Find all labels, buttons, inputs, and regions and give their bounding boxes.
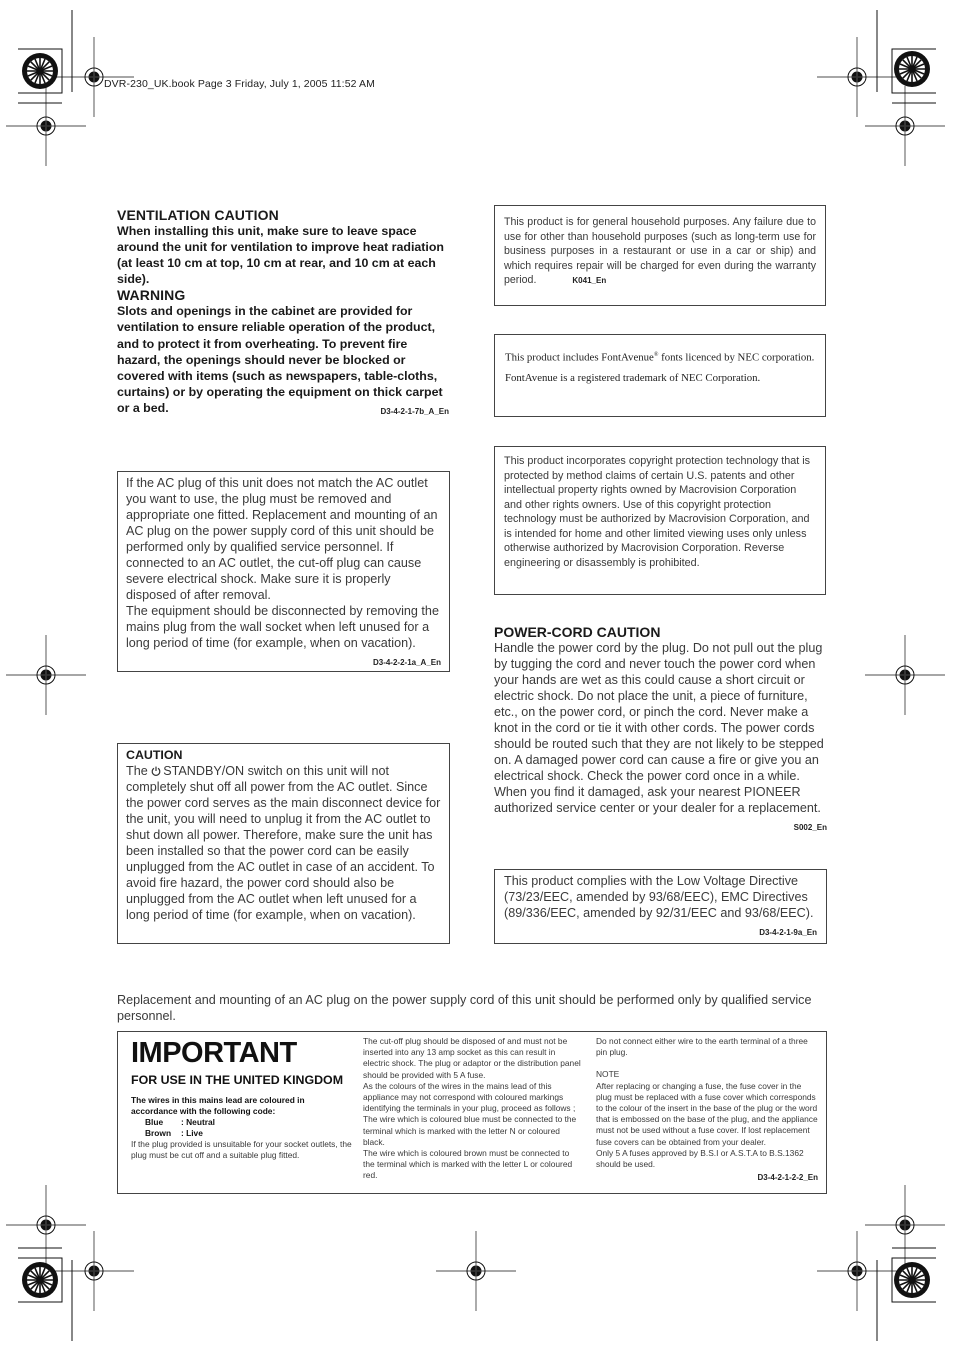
- fuse-cover-text: After replacing or changing a fuse, the fuse cover in the plug must be replaced with a fuse cover which corresponds to the colour of the insert in the base of the plug or the word that is embossed on the base of the plug, and the appliance must not be used without a fuse cover. If lost replacement fuse covers can be obtained from your dealer.: [596, 1080, 818, 1147]
- power-cord-body: Handle the power cord by the plug. Do not pull out the plug by tugging the cord and never touch the power cord when your hands are wet as this could cause a short circuit or electric shock. Do not place the unit, a piece of furniture, etc., on the power cord, or pinch the cord. Never make a knot in the cord or tie it with other cords. The power cords should be routed such that they are not likely to be stepped on. A damaged power cord can cause a fire or give you an electrical shock. Check the power cord once in a while. When you find it damaged, ask your nearest PIONEER authorized service center or your dealer for a replacement.: [494, 641, 824, 815]
- household-text: [504, 215, 816, 289]
- wire-brown-label: Brown: [145, 1127, 172, 1138]
- wire-blue: [131, 1117, 353, 1128]
- ac-plug-disconnect: [126, 603, 441, 667]
- caution-heading: CAUTION: [126, 748, 183, 762]
- brown-wire-text: The wire which is coloured brown must be connected to the terminal which is marked with the letter L or coloured red.: [363, 1148, 573, 1181]
- fuse-approval-text: Only 5 A fuses approved by B.S.I or A.S.T.A to B.S.1362 should be used.: [596, 1147, 804, 1170]
- wire-brown: [131, 1128, 353, 1139]
- important-uk-box: [117, 1031, 827, 1194]
- ac-plug-notice: [117, 471, 450, 672]
- unsuitable-plug-text: If the plug provided is unsuitable for your socket outlets, the plug must be cut off and a suitable plug fitted.: [131, 1138, 352, 1160]
- warning-body: Slots and openings in the cabinet are provided for ventilation to ensure reliable operation of the product, and to protect it from overheating. To prevent fire hazard, the openings should never be blocked or covered with items (such as newspapers, table-cloths, curtains) or by operating the equipment on thick carpet or a bed.: [117, 304, 443, 415]
- ventilation-section: [117, 207, 449, 420]
- macrovision-notice: [494, 446, 826, 595]
- wires-intro: The wires in this mains lead are coloured in accordance with the following code:: [131, 1094, 305, 1116]
- caution-text: [126, 763, 441, 923]
- wire-colours-text: As the colours of the wires in the mains lead of this appliance may not correspond with coloured markings identifying the terminals in your plug, proceed as follows ;: [363, 1080, 576, 1114]
- blue-wire-text: The wire which is coloured blue must be connected to the terminal which is marked with the letter N or coloured black.: [363, 1114, 577, 1147]
- important-subtitle: FOR USE IN THE UNITED KINGDOM: [131, 1073, 344, 1087]
- power-cord-code: S002_En: [793, 823, 827, 832]
- note-label: NOTE: [596, 1069, 620, 1080]
- lvd-notice: [494, 869, 827, 944]
- caution-text-pre: The: [126, 764, 148, 778]
- lvd-code: D3-4-2-1-9a_En: [759, 928, 817, 937]
- standby-power-icon: [151, 766, 161, 776]
- ac-plug-code: D3-4-2-2-1a_A_En: [372, 658, 441, 667]
- fontavenue-post: fonts licenced by NEC corporation. FontAvenue is a registered trademark of NEC Corporation.: [505, 351, 815, 385]
- power-cord-heading: POWER-CORD CAUTION: [494, 624, 661, 640]
- caution-body: STANDBY/ON switch on this unit will not completely shut off all power from the AC outlet. Since the power cord serves as the main disconnect device for the unit, you will need to unplug it from the AC outlet to shut down all power. Therefore, make sure the unit has been installed so that the power cord can be easily unplugged from the AC outlet in case of an accident. To avoid fire hazard, the power cord should also be unplugged from the AC outlet when left unused for a long period of time (for example, when on vacation).: [126, 764, 441, 922]
- lvd-body: This product complies with the Low Voltage Directive (73/23/EEC, amended by 93/68/EEC), EMC Directives (89/336/EEC, amended by 92/31/EEC and 93/68/EEC).: [504, 874, 814, 920]
- replacement-note: Replacement and mounting of an AC plug on the power supply cord of this unit should be performed only by qualified service personnel.: [117, 993, 812, 1023]
- ac-plug-disconnect-text: The equipment should be disconnected by removing the mains plug from the wall socket when left unused for a long period of time (for example, when on vacation).: [126, 604, 439, 650]
- ventilation-code: D3-4-2-1-7b_A_En: [380, 406, 449, 416]
- print-header: DVR-230_UK.book Page 3 Friday, July 1, 2005 11:52 AM: [104, 78, 375, 90]
- household-notice: [494, 205, 826, 306]
- wire-blue-label: Blue: [145, 1116, 164, 1127]
- ac-plug-text: If the AC plug of this unit does not match the AC outlet you want to use, the plug must be removed and appropriate one fitted. Replacement and mounting of an AC plug on the power supply cord of this unit should be performed only by qualified service personnel. If connected to an AC outlet, the cut-off plug can cause severe electrical shock. Make sure it is properly disposed of after removal.: [126, 476, 438, 602]
- household-code: K041_En: [572, 276, 607, 285]
- warning-heading: WARNING: [117, 287, 186, 304]
- lvd-text: [504, 873, 817, 937]
- power-cord-section: [494, 624, 827, 836]
- important-column-1: [131, 1036, 353, 1161]
- important-title: IMPORTANT: [131, 1037, 297, 1069]
- wire-blue-value: : Neutral: [181, 1116, 215, 1127]
- household-body: This product is for general household purposes. Any failure due to use for other than household purposes (such as long-term use for business purposes in a restaurant or use in a car or ship) and which requires repair will be charged for even during the warranty period.: [504, 216, 816, 286]
- cutoff-plug-text: The cut-off plug should be disposed of and must not be inserted into any 13 amp socket as this can result in electric shock. The plug or adaptor or the distribution panel should be provided with 5 A fuse.: [363, 1036, 581, 1080]
- power-cord-text: [494, 640, 827, 832]
- earth-terminal-text: Do not connect either wire to the earth terminal of a three pin plug.: [596, 1036, 808, 1058]
- wire-brown-value: : Live: [181, 1127, 203, 1138]
- registered-mark: ®: [653, 352, 659, 358]
- ventilation-heading: VENTILATION CAUTION: [117, 207, 279, 223]
- important-column-3: [596, 1036, 818, 1183]
- ventilation-text: When installing this unit, make sure to leave space around the unit for ventilation to improve heat radiation (at least 10 cm at top, 10 cm at rear, and 10 cm at each side).: [117, 224, 444, 287]
- fontavenue-pre: This product includes FontAvenue: [505, 351, 654, 364]
- important-code: D3-4-2-1-2-2_En: [757, 1173, 818, 1183]
- macrovision-text: This product incorporates copyright protection technology that is protected by method claims of certain U.S. patents and other intellectual property rights owned by Macrovision Corporation and other rights owners. Use of this copyright protection technology must be authorized by Macrovision Corporation, and is intended for home and other limited viewing uses only unless otherwise authorized by Macrovision Corporation. Reverse engineering or disassembly is prohibited.: [504, 455, 811, 569]
- fontavenue-text: [505, 345, 815, 389]
- important-column-2: [363, 1036, 583, 1182]
- fontavenue-notice: [494, 334, 826, 417]
- standby-caution: [117, 743, 450, 944]
- warning-text: [117, 303, 449, 416]
